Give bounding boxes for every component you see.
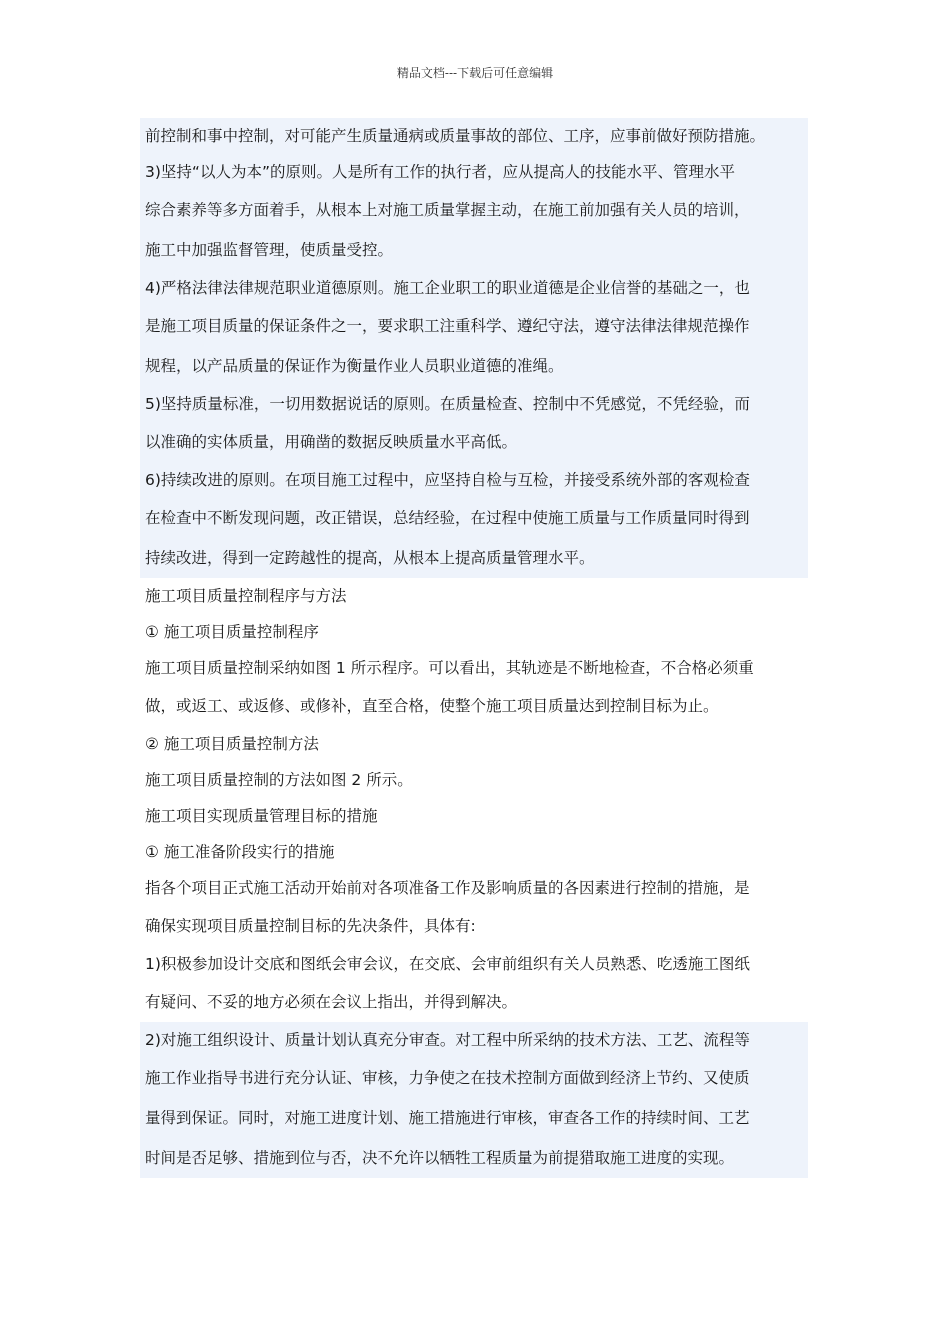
text-line: 量得到保证。同时，对施工进度计划、施工措施进行审核，审查各工作的持续时间、工艺 (140, 1098, 808, 1138)
text-line: 综合素养等多方面着手，从根本上对施工质量掌握主动，在施工前加强有关人员的培训， (140, 190, 808, 230)
text-line: 做，或返工、或返修、或修补，直至合格，使整个施工项目质量达到控制目标为止。 (145, 697, 719, 715)
text-line: 是施工项目质量的保证条件之一，要求职工注重科学、遵纪守法，遵守法律法律规范操作 (140, 306, 808, 346)
text-line: 2)对施工组织设计、质量计划认真充分审查。对工程中所采纳的技术方法、工艺、流程等 (140, 1022, 808, 1058)
text-line: 6)持续改进的原则。在项目施工过程中，应坚持自检与互检，并接受系统外部的客观检查 (140, 462, 808, 498)
subsection-heading: ① 施工准备阶段实行的措施 (145, 843, 335, 861)
text-line: 5)坚持质量标准，一切用数据说话的原则。在质量检查、控制中不凭感觉，不凭经验，而 (140, 386, 808, 422)
text-line: 施工作业指导书进行充分认证、审核，力争使之在技术控制方面做到经济上节约、又使质 (140, 1058, 808, 1098)
subsection-heading: ② 施工项目质量控制方法 (145, 735, 319, 753)
text-line: 时间是否足够、措施到位与否，决不允许以牺牲工程质量为前提猎取施工进度的实现。 (140, 1138, 808, 1178)
text-line: 前控制和事中控制，对可能产生质量通病或质量事故的部位、工序，应事前做好预防措施。 (140, 118, 808, 154)
text-line: 有疑问、不妥的地方必须在会议上指出，并得到解决。 (145, 993, 518, 1011)
text-line: 1)积极参加设计交底和图纸会审会议，在交底、会审前组织有关人员熟悉、吃透施工图纸 (145, 955, 750, 973)
text-line: 在检查中不断发现问题，改正错误，总结经验，在过程中使施工质量与工作质量同时得到 (140, 498, 808, 538)
text-line: 规程，以产品质量的保证作为衡量作业人员职业道德的准绳。 (140, 346, 808, 386)
text-line: 以准确的实体质量，用确凿的数据反映质量水平高低。 (140, 422, 808, 462)
text-line: 确保实现项目质量控制目标的先决条件，具体有: (145, 917, 476, 935)
text-line: 施工项目质量控制的方法如图 2 所示。 (145, 771, 413, 789)
text-line: 指各个项目正式施工活动开始前对各项准备工作及影响质量的各因素进行控制的措施，是 (145, 879, 750, 897)
text-line: 4)严格法律法律规范职业道德原则。施工企业职工的职业道德是企业信誉的基础之一，也 (140, 270, 808, 306)
text-line: 3)坚持“以人为本”的原则。人是所有工作的执行者，应从提高人的技能水平、管理水平 (140, 154, 808, 190)
section-heading: 施工项目质量控制程序与方法 (145, 587, 347, 605)
text-line: 施工项目质量控制采纳如图 1 所示程序。可以看出，其轨迹是不断地检查，不合格必须重 (145, 659, 754, 677)
text-line: 持续改进，得到一定跨越性的提高，从根本上提高质量管理水平。 (140, 538, 808, 578)
section-heading: 施工项目实现质量管理目标的措施 (145, 807, 378, 825)
page-header: 精品文档---下载后可任意编辑 (396, 66, 554, 80)
subsection-heading: ① 施工项目质量控制程序 (145, 623, 319, 641)
text-line: 施工中加强监督管理，使质量受控。 (140, 230, 808, 270)
document-body (140, 118, 808, 1178)
